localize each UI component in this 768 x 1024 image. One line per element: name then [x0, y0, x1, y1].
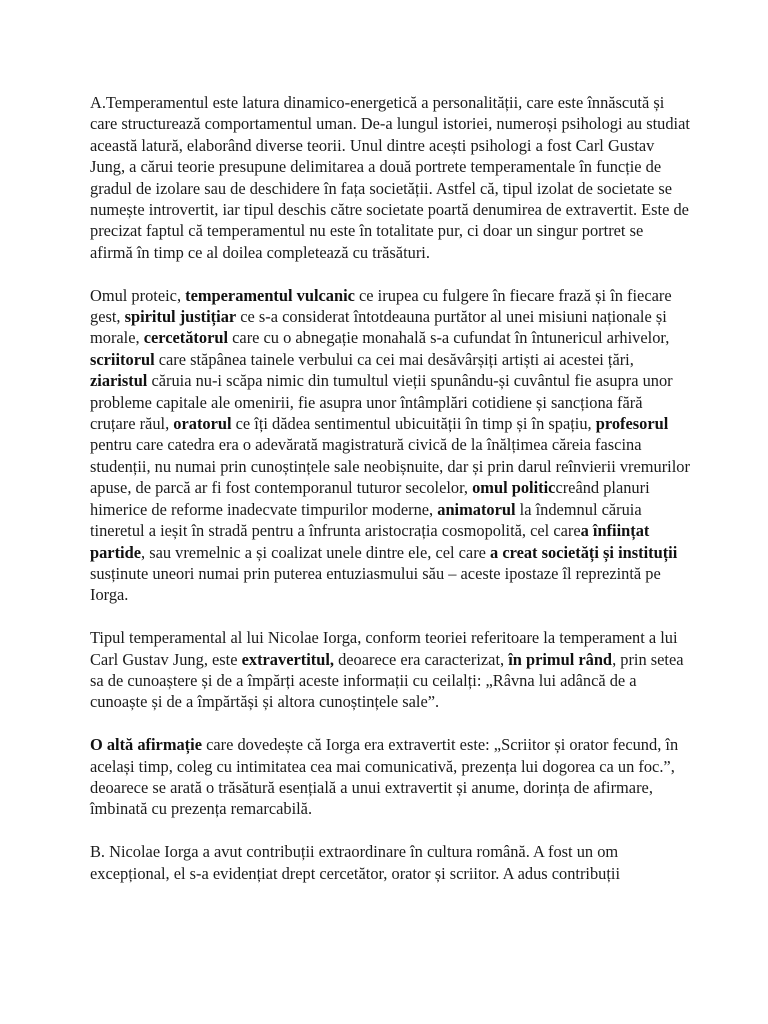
- bold-term: scriitorul: [90, 349, 155, 369]
- text-run: susținute uneori numai prin puterea entuziasmului său – aceste ipostaze îl reprezintă pe Iorga.: [90, 563, 661, 605]
- text-run: Omul proteic,: [90, 285, 186, 305]
- bold-term: spiritul justițiar: [124, 307, 237, 327]
- paragraph-a-temperament: [90, 92, 690, 263]
- text-run: B. Nicolae Iorga a avut contribuții extraordinare în cultura română. A fost un om excepțional, el s-a evidențiat drept cercetător, orator și scriitor. A adus contribuții: [90, 842, 621, 883]
- bold-term: omul politic: [472, 478, 556, 498]
- text-run: căruia nu-i scăpa nimic din tumultul vieții spunându-și cuvântul fie asupra unor probleme capitale ale omenirii, fie asupra unor întâmplări cotidiene și sancționa fără cruțare răul,: [90, 371, 673, 434]
- text-run: care cu o abnegație monahală s-a cufundat în întunericul arhivelor,: [228, 328, 670, 348]
- text-run: , sau vremelnic a și coalizat unele dintre ele, cel care: [141, 542, 491, 562]
- bold-term: O altă afirmație: [90, 735, 202, 755]
- bold-term: temperamentul vulcanic: [185, 285, 355, 305]
- bold-term: ziaristul: [90, 371, 148, 391]
- paragraph-another-statement: [90, 734, 690, 820]
- text-run: la îndemnul căruia tineretul a ieșit în stradă pentru a înfrunta aristocrația cosmopolită, cel care: [90, 499, 642, 541]
- bold-term: animatorul: [437, 499, 516, 519]
- text-run: A.Temperamentul este latura dinamico-energetică a personalității, care este înnăscută și care structurează comportamentul uman. De-a lungul istoriei, numeroși psihologi au studiat această latură, elaborând diverse teorii. Unul dintre acești psihologi a fost Carl Gustav Jung, a cărui teorie presupune delimitarea a două portrete temperamentale în funcție de gradul de izolare sau de deschidere în fața societății. Astfel că, tipul izolat de societate se numește introvertit, iar tipul deschis către societate poartă denumirea de extravertit. Este de precizat faptul că temperamentul nu este în totalitate pur, ci doar un singur portret se afirmă în timp ce al doilea completează cu trăsături.: [90, 93, 690, 262]
- bold-term: cercetătorul: [143, 328, 229, 348]
- bold-term: a înființat partide: [90, 521, 650, 562]
- text-run: care stăpânea tainele verbului ca cei mai desăvârșiți artiști ai acestei țări,: [154, 349, 634, 369]
- bold-term: profesorul: [595, 414, 669, 434]
- paragraph-iorga-portrait: [90, 285, 690, 606]
- text-run: ce s-a considerat întotdeauna purtător al unei misiuni naționale și morale,: [90, 307, 667, 348]
- bold-term: extravertitul,: [241, 649, 334, 669]
- text-run: deoarece era caracterizat,: [333, 649, 509, 669]
- paragraph-b-contributions: [90, 841, 690, 884]
- text-run: , prin setea sa de cunoaștere și de a împărți aceste informații cu ceilalți: „Râvna lui adâncă de a cunoaște și de a împărtăși și altora cunoștințele sale”.: [90, 649, 684, 712]
- text-run: pentru care catedra era o adevărată magistratură civică de la înălțimea căreia fascina studenții, nu numai prin cunoștințele sale neobișnuite, dar și prin darul reînvierii vremurilor apuse, de parcă ar fi fost contemporanul tuturor secolelor,: [90, 435, 690, 498]
- bold-term: în primul rând: [508, 649, 613, 669]
- bold-term: oratorul: [173, 414, 232, 434]
- text-run: creând planuri himerice de reforme inadecvate timpurilor moderne,: [90, 478, 650, 519]
- text-run: ce irupea cu fulgere în fiecare frază și în fiecare gest,: [90, 285, 672, 327]
- text-run: Tipul temperamental al lui Nicolae Iorga, conform teoriei referitoare la temperament a lui Carl Gustav Jung, este: [90, 628, 678, 669]
- text-run: ce îți dădea sentimentul ubicuității în timp și în spațiu,: [231, 414, 596, 434]
- text-run: care dovedește că Iorga era extravertit este: „Scriitor și orator fecund, în același timp, coleg cu intimitatea cea mai comunicativă, prezența lui dogorea ca un foc.”, deoarece se arată o trăsătură esențială a unui extravertit și anume, dorința de afirmare, îmbinată cu prezența remarcabilă.: [90, 735, 679, 819]
- bold-term: a creat societăți și instituții: [490, 542, 678, 562]
- paragraph-temperament-type: [90, 627, 690, 713]
